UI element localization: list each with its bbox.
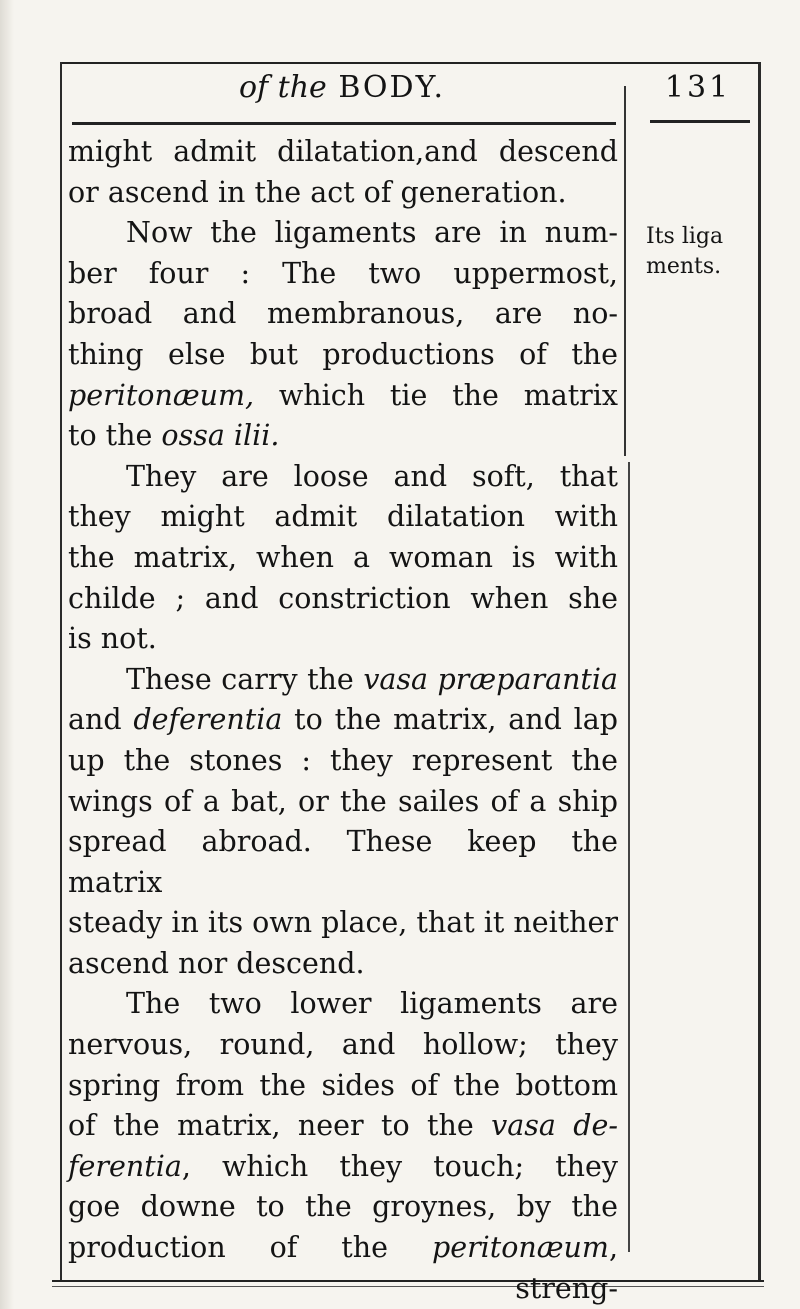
- head-rule: [72, 122, 616, 125]
- text-line: they might admit dilatation with: [68, 500, 618, 534]
- italic-term: ferentia: [68, 1149, 182, 1183]
- text-line: might admit dilatation,and descend: [68, 135, 618, 168]
- margin-column-rule-upper: [624, 86, 626, 456]
- italic-term: ossa ilii.: [161, 419, 280, 453]
- text-line: wings of a bat, or the sailes of a ship: [68, 784, 618, 818]
- text-line: production of the peritonæum,: [68, 1231, 618, 1265]
- text-line: or ascend in the act of generation.: [68, 175, 567, 209]
- margin-column-rule-lower: [628, 462, 630, 1252]
- text-line: goe downe to the groynes, by the: [68, 1190, 618, 1224]
- text-line: ascend nor descend.: [68, 946, 365, 980]
- italic-term: peritonæum,: [68, 378, 255, 412]
- text-line: The two lower ligaments are: [126, 987, 618, 1021]
- catchword: streng-: [515, 1271, 618, 1305]
- running-head: [68, 70, 616, 105]
- text-line: spring from the sides of the bottom: [68, 1068, 618, 1102]
- page-edge-shadow: [0, 0, 14, 1309]
- frame-rule-top: [60, 62, 760, 64]
- head-rule-margin: [650, 120, 750, 123]
- marginal-note-line: Its liga: [646, 224, 724, 249]
- text-line: is not.: [68, 622, 157, 656]
- text-line: peritonæum, which tie the matrix: [68, 378, 618, 412]
- text-line: to the ossa ilii.: [68, 419, 280, 453]
- text-line: ferentia, which they touch; they: [68, 1149, 618, 1183]
- italic-term: peritonæum: [431, 1231, 609, 1265]
- page-number: 131: [664, 70, 732, 105]
- text-line: of the matrix, neer to the vasa de-: [68, 1109, 618, 1143]
- text-line: spread abroad. These keep the matrix: [68, 825, 618, 899]
- body-text: [68, 132, 618, 1309]
- text-line: childe ; and constriction when she: [68, 581, 618, 615]
- text-line: thing else but productions of the: [68, 337, 618, 371]
- frame-rule-right: [758, 62, 761, 1282]
- text-line: steady in its own place, that it neither: [68, 906, 618, 940]
- italic-term: deferentia: [133, 703, 283, 737]
- running-head-prefix: of the: [238, 70, 327, 105]
- text-line: up the stones : they represent the: [68, 743, 618, 777]
- text-line: ber four : The two uppermost,: [68, 256, 618, 290]
- text-line: They are loose and soft, that: [126, 459, 618, 493]
- text-line: nervous, round, and hollow; they: [68, 1028, 618, 1062]
- frame-rule-left: [60, 62, 62, 1282]
- text-line: the matrix, when a woman is with: [68, 540, 618, 574]
- italic-term: vasa præparantia: [363, 662, 618, 696]
- text-line: These carry the vasa præparantia: [126, 662, 618, 696]
- text-line: broad and membranous, are no-: [68, 297, 618, 331]
- text-line: and deferentia to the matrix, and lap: [68, 703, 618, 737]
- marginal-note-line: ments.: [646, 254, 722, 279]
- text-line: Now the ligaments are in num-: [126, 216, 618, 250]
- italic-term: vasa de-: [491, 1109, 618, 1143]
- running-head-word: BODY.: [338, 70, 446, 105]
- marginal-note: [646, 222, 756, 282]
